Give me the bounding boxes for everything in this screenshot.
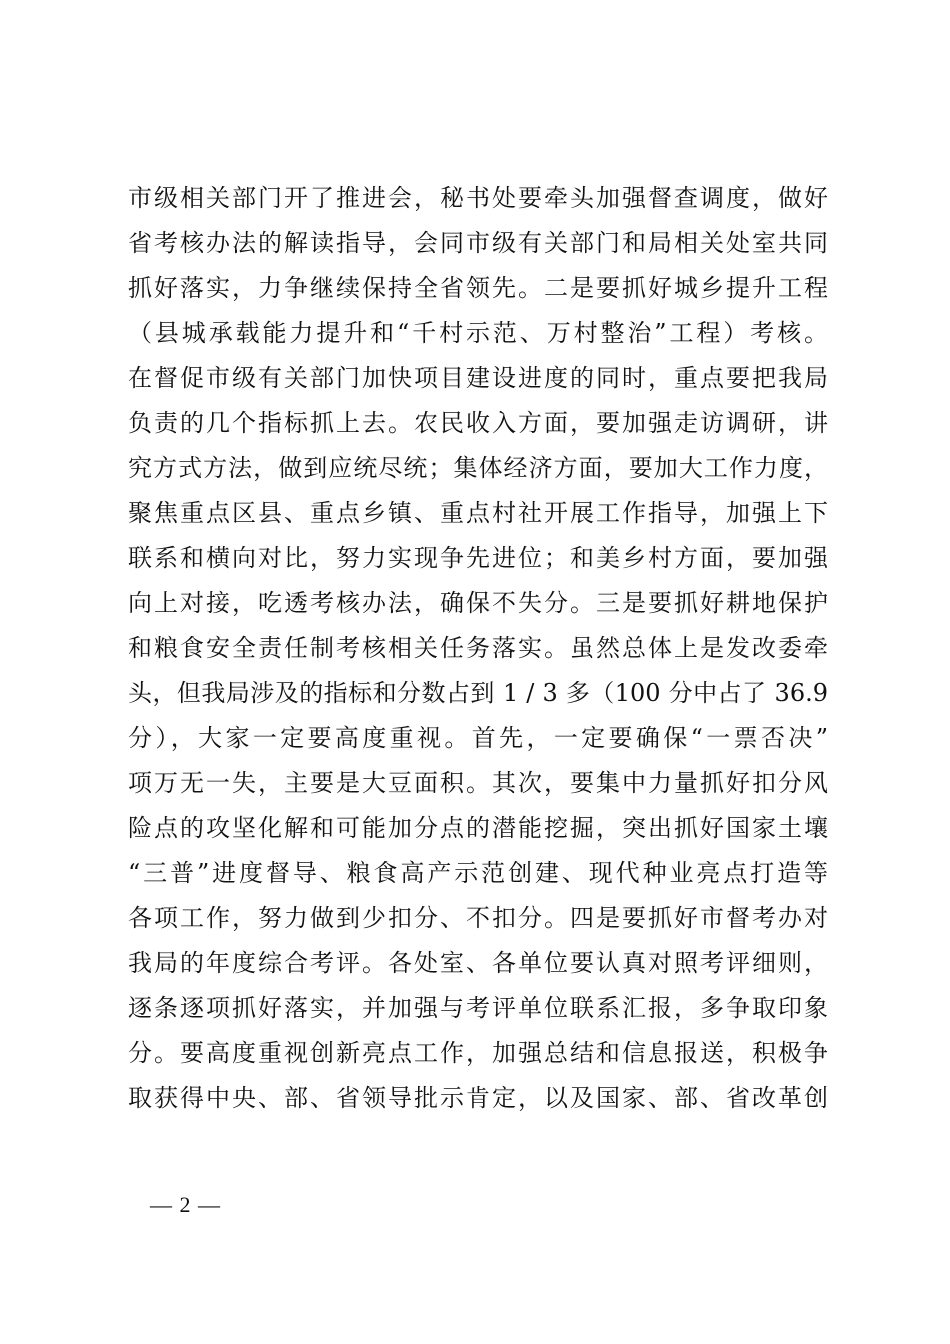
text-line: 聚焦重点区县、重点乡镇、重点村社开展工作指导，加强上下 [128, 499, 828, 527]
text-line: 头，但我局涉及的指标和分数占到 1 / 3 多（100 分中占了 36.9 [128, 679, 828, 707]
text-line: 我局的年度综合考评。各处室、各单位要认真对照考评细则， [128, 949, 828, 977]
text-line: 逐条逐项抓好落实，并加强与考评单位联系汇报，多争取印象 [128, 994, 828, 1022]
text-line: 各项工作，努力做到少扣分、不扣分。四是要抓好市督考办对 [128, 904, 828, 932]
text-line: 省考核办法的解读指导，会同市级有关部门和局相关处室共同 [128, 229, 828, 257]
text-line: 抓好落实，力争继续保持全省领先。二是要抓好城乡提升工程 [128, 274, 828, 302]
text-line: 分），大家一定要高度重视。首先，一定要确保“一票否决” [128, 724, 828, 752]
text-line: 分。要高度重视创新亮点工作，加强总结和信息报送，积极争 [128, 1039, 828, 1067]
text-line: 究方式方法，做到应统尽统；集体经济方面，要加大工作力度， [128, 454, 828, 482]
text-line: （县城承载能力提升和“千村示范、万村整治”工程）考核。 [128, 319, 828, 347]
body-text [128, 176, 828, 1121]
text-line: “三普”进度督导、粮食高产示范创建、现代种业亮点打造等 [128, 859, 828, 887]
text-line: 向上对接，吃透考核办法，确保不失分。三是要抓好耕地保护 [128, 589, 828, 617]
text-line: 在督促市级有关部门加快项目建设进度的同时，重点要把我局 [128, 364, 828, 392]
text-line: 联系和横向对比，努力实现争先进位；和美乡村方面，要加强 [128, 544, 828, 572]
text-line: 市级相关部门开了推进会，秘书处要牵头加强督查调度，做好 [128, 184, 828, 212]
text-line: 项万无一失，主要是大豆面积。其次，要集中力量抓好扣分风 [128, 769, 828, 797]
text-line: 取获得中央、部、省领导批示肯定，以及国家、部、省改革创 [128, 1084, 828, 1112]
text-line: 负责的几个指标抓上去。农民收入方面，要加强走访调研，讲 [128, 409, 828, 437]
text-line: 和粮食安全责任制考核相关任务落实。虽然总体上是发改委牵 [128, 634, 828, 662]
page-number: — 2 — [150, 1192, 221, 1217]
text-line: 险点的攻坚化解和可能加分点的潜能挖掘，突出抓好国家土壤 [128, 814, 828, 842]
